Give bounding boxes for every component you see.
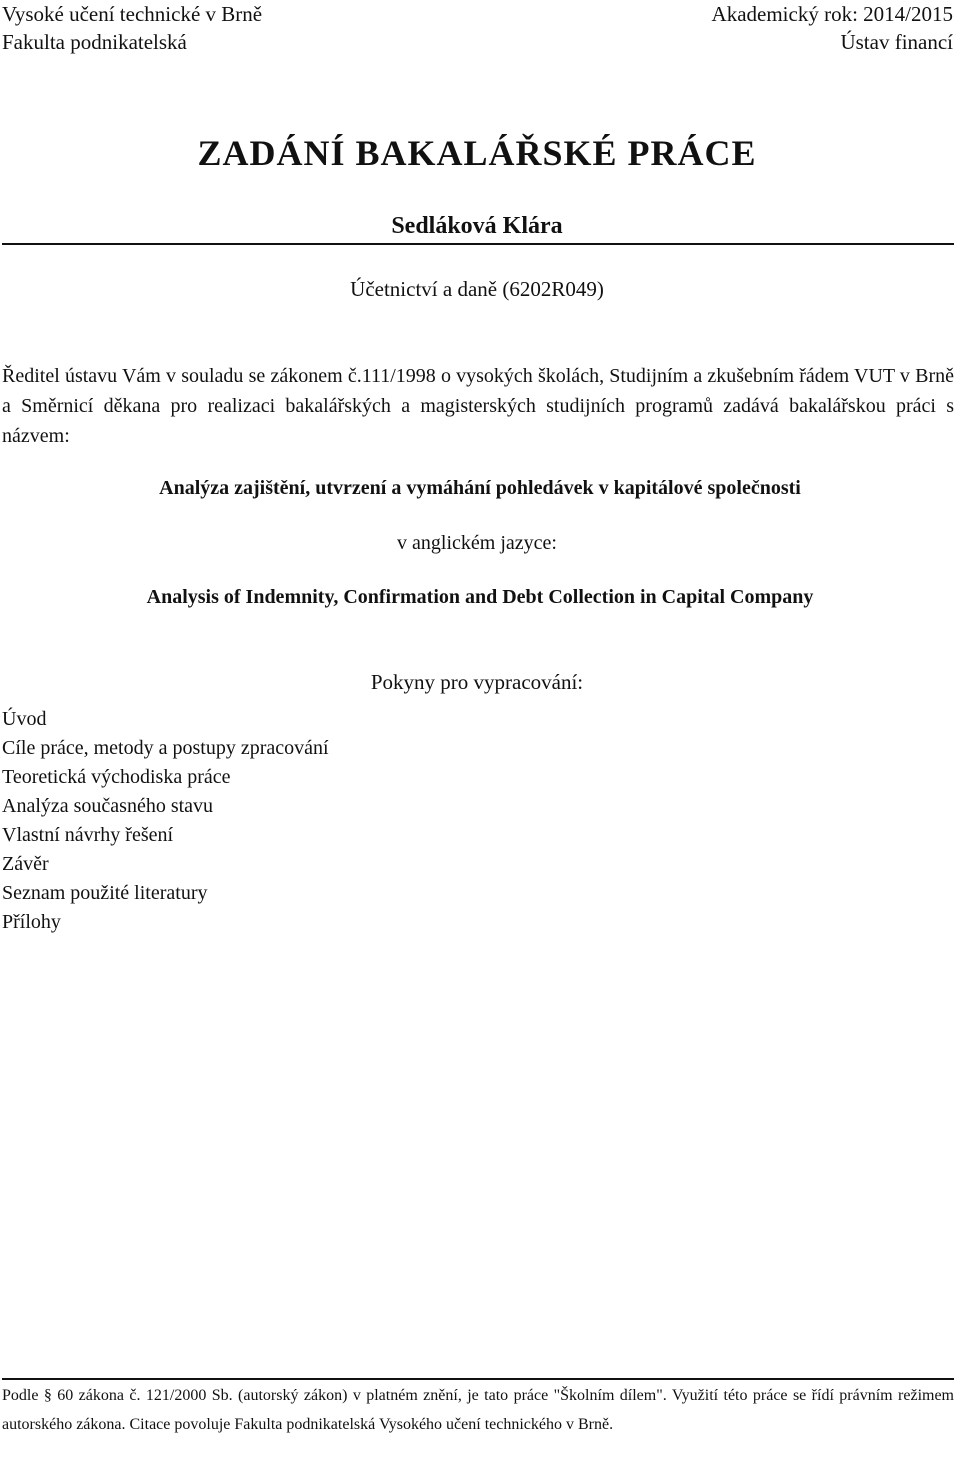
list-item: Seznam použité literatury — [2, 882, 208, 904]
intro-paragraph: Ředitel ústavu Vám v souladu se zákonem č.111/1998 o vysokých školách, Studijním a zkušebním řádem VUT v Brně a Směrnicí děkana pro realizaci bakalářských a magisterských studijních programů zadává bakalářskou práci s názvem: — [2, 365, 954, 447]
academic-year: Akademický rok: 2014/2015 — [711, 2, 953, 26]
thesis-outline — [2, 705, 329, 937]
list-item: Přílohy — [2, 911, 61, 933]
list-item: Vlastní návrhy řešení — [2, 824, 174, 846]
divider-bottom — [2, 1378, 954, 1380]
institute-name: Ústav financí — [840, 30, 953, 54]
header-left — [2, 0, 262, 56]
header-right — [712, 0, 953, 56]
document-title: ZADÁNÍ BAKALÁŘSKÉ PRÁCE — [197, 133, 757, 173]
study-program: Účetnictví a daně (6202R049) — [350, 277, 604, 301]
instructions-heading: Pokyny pro vypracování: — [370, 670, 584, 694]
list-item: Analýza současného stavu — [2, 795, 214, 817]
list-item: Cíle práce, metody a postupy zpracování — [2, 737, 329, 759]
university-name: Vysoké učení technické v Brně — [2, 2, 263, 26]
english-language-label: v anglickém jazyce: — [397, 532, 557, 554]
copyright-notice: Podle § 60 zákona č. 121/2000 Sb. (autorský zákon) v platném znění, je tato práce "Školním dílem". Využití této práce se řídí právním režimem autorského zákona. Citace povoluje Fakulta podnikatelská Vysokého učení technického v Brně. — [2, 1387, 954, 1433]
student-name: Sedláková Klára — [391, 213, 563, 239]
list-item: Úvod — [2, 708, 47, 730]
list-item: Závěr — [2, 853, 49, 875]
thesis-title-czech: Analýza zajištění, utvrzení a vymáhání pohledávek v kapitálové společnosti — [159, 477, 801, 499]
faculty-name: Fakulta podnikatelská — [2, 30, 187, 54]
list-item: Teoretická východiska práce — [2, 766, 231, 788]
thesis-title-english: Analysis of Indemnity, Confirmation and Debt Collection in Capital Company — [146, 586, 814, 608]
divider-top — [2, 243, 954, 245]
